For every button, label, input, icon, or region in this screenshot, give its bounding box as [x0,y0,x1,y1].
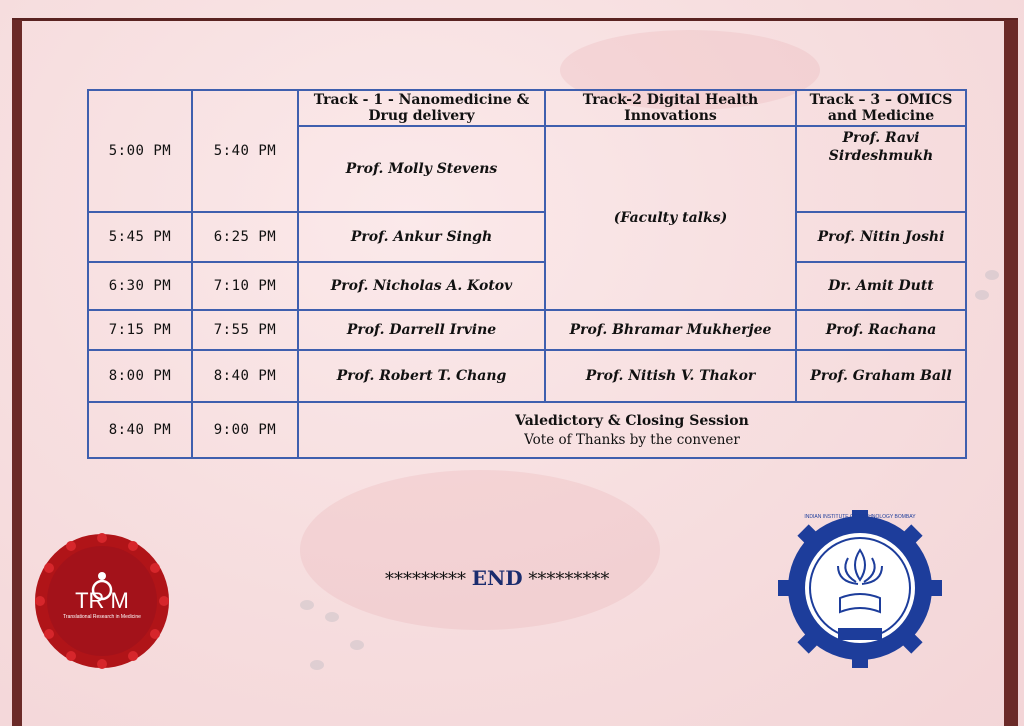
end-time: 7:55 PM [192,310,298,350]
trim-logo-subtext: Translational Research in Medicine [63,614,141,620]
speaker-cell: Prof. Nicholas A. Kotov [298,262,545,310]
frame-top [12,18,1018,21]
table-row [88,310,966,350]
iit-logo-text: INDIAN INSTITUTE OF TECHNOLOGY BOMBAY [804,514,916,520]
end-time: 5:40 PM [192,90,298,212]
end-time: 6:25 PM [192,212,298,262]
start-time: 7:15 PM [88,310,192,350]
end-time: 9:00 PM [192,402,298,458]
speaker-cell: Prof. Ravi Sirdeshmukh [796,126,966,212]
start-time: 5:45 PM [88,212,192,262]
background-blob [300,470,660,630]
faculty-talks-cell: (Faculty talks) [545,126,796,310]
valedictory-subtitle: Vote of Thanks by the convener [524,431,740,448]
valedictory-title: Valedictory & Closing Session [515,412,749,429]
speaker-cell: Prof. Bhramar Mukherjee [545,310,796,350]
trim-logo [33,532,171,670]
frame-left [12,20,22,726]
speaker-cell: Prof. Ankur Singh [298,212,545,262]
speaker-cell: Prof. Molly Stevens [298,126,545,212]
table-row [88,402,966,458]
schedule-table [87,89,967,459]
valedictory-cell [298,402,966,458]
track-3-header: Track – 3 – OMICS and Medicine [796,90,966,126]
end-stars-right: ********* [528,569,610,590]
start-time: 5:00 PM [88,90,192,212]
speaker-cell: Dr. Amit Dutt [796,262,966,310]
iit-bombay-logo [778,510,942,670]
frame-right [1004,20,1018,726]
table-row [88,212,966,262]
table-header-row [88,90,966,126]
end-time: 7:10 PM [192,262,298,310]
end-stars-left: ********* [385,569,466,590]
start-time: 6:30 PM [88,262,192,310]
end-marker [385,566,609,590]
end-time: 8:40 PM [192,350,298,402]
speaker-cell: Prof. Graham Ball [796,350,966,402]
speaker-cell: Prof. Nitin Joshi [796,212,966,262]
speaker-cell: Prof. Nitish V. Thakor [545,350,796,402]
speaker-cell: Prof. Rachana [796,310,966,350]
speaker-cell: Prof. Darrell Irvine [298,310,545,350]
start-time: 8:40 PM [88,402,192,458]
track-2-header: Track-2 Digital Health Innovations [545,90,796,126]
track-1-header: Track - 1 - Nanomedicine & Drug delivery [298,90,545,126]
end-word: END [471,566,523,590]
table-row [88,350,966,402]
speaker-cell: Prof. Robert T. Chang [298,350,545,402]
trim-logo-text: TR M [75,588,129,613]
table-row [88,262,966,310]
start-time: 8:00 PM [88,350,192,402]
